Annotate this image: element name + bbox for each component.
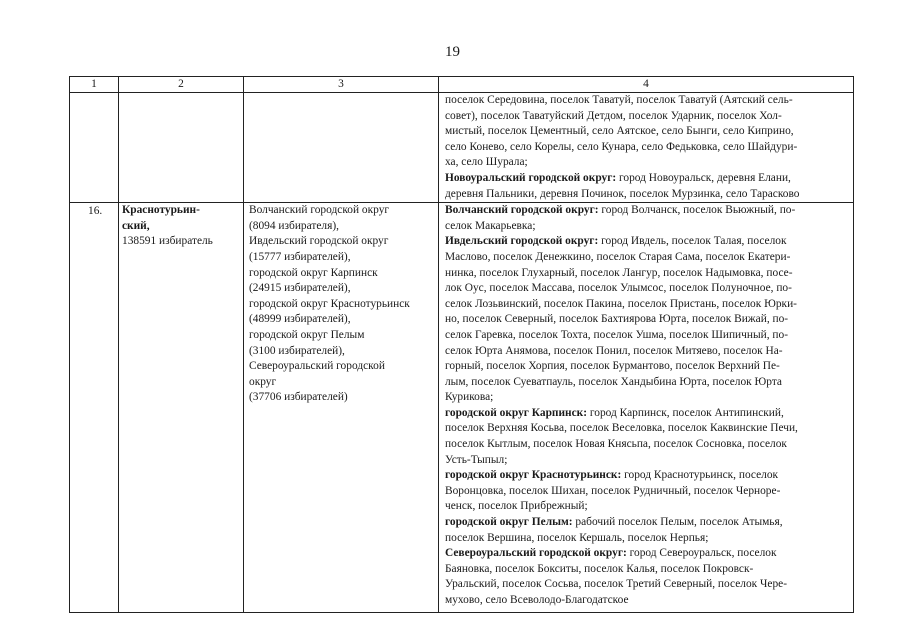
district-row-16 <box>70 203 854 612</box>
municipality-name: городской округ Карпинск: <box>445 406 588 419</box>
text-line: Уральский, поселок Сосьва, поселок Третий Северный, поселок Чере- <box>445 578 788 591</box>
municipality-line: (24915 избирателей), <box>249 282 351 295</box>
text-line: Баяновка, поселок Бокситы, поселок Калья, поселок Покровск- <box>445 562 754 575</box>
text-line: ченск, поселок Прибрежный; <box>445 500 588 513</box>
text-line: Усть-Тыпыл; <box>445 453 508 466</box>
text-line: мухово, село Всеволодо-Благодатское <box>445 594 629 606</box>
municipality-line: (15777 избирателей), <box>249 250 351 263</box>
settlement-text: город Североуральск, поселок <box>626 547 777 560</box>
municipality-line: городской округ Пелым <box>249 328 365 341</box>
settlement-text: город Карпинск, поселок Антипинский, <box>587 406 784 419</box>
districts-table <box>69 76 854 613</box>
header-row <box>70 77 854 93</box>
text-line: лым, поселок Суеватпауль, поселок Хандыбина Юрта, поселок Юрта <box>445 375 782 388</box>
novouralsk-line-2: деревня Пальники, деревня Починок, поселок Мурзинка, село Тарасково <box>445 187 800 200</box>
district-voter-count: 138591 избиратель <box>122 235 213 248</box>
municipality-line: (8094 избирателя), <box>249 219 339 232</box>
municipality-line: (48999 избирателей), <box>249 313 351 326</box>
continuation-settlements <box>439 93 854 203</box>
settlement-text: город Новоуральск, деревня Елани, <box>616 171 791 184</box>
text-line: совет), поселок Таватуйский Детдом, поселок Ударник, поселок Хол- <box>445 109 782 122</box>
settlement-text: город Ивдель, поселок Талая, поселок <box>598 235 787 248</box>
text-line: нинка, поселок Глухарный, поселок Лангур, поселок Надымовка, посе- <box>445 266 793 279</box>
text-line: Курикова; <box>445 391 494 404</box>
text-line: ха, село Шурала; <box>445 156 528 169</box>
header-col-3: 3 <box>244 77 439 93</box>
section-heading-line <box>445 203 850 219</box>
continuation-cell-2 <box>119 93 244 203</box>
municipality-line: (37706 избирателей) <box>249 391 348 404</box>
settlement-text: город Краснотурьинск, поселок <box>621 469 779 482</box>
continuation-cell-3 <box>244 93 439 203</box>
text-line: мистый, поселок Цементный, село Аятское, село Бынги, село Киприно, <box>445 125 794 138</box>
municipality-name: городской округ Пелым: <box>445 516 573 529</box>
municipality-line: городской округ Карпинск <box>249 266 378 279</box>
text-line: село Конево, село Корелы, село Кунара, село Федьковка, село Шайдури- <box>445 140 798 153</box>
municipality-name: Ивдельский городской округ: <box>445 235 599 248</box>
district-name-line-2: ский, <box>122 219 150 232</box>
text-line: поселок Верхняя Косьва, поселок Веселовка, поселок Каквинские Печи, <box>445 422 798 435</box>
continuation-cell-1 <box>70 93 119 203</box>
text-line: селок Макарьевка; <box>445 219 536 232</box>
municipality-line: Североуральский городской <box>249 360 385 373</box>
municipality-line: Волчанский городской округ <box>249 204 390 217</box>
district-number: 16. <box>70 203 119 612</box>
text-line: поселок Вершина, поселок Кершаль, поселок Нерпья; <box>445 531 709 544</box>
municipality-name: Новоуральский городской округ: <box>445 171 617 184</box>
municipality-name: Североуральский городской округ: <box>445 547 627 560</box>
text-line: селок Лозьвинский, поселок Пакина, поселок Пристань, поселок Юрки- <box>445 297 797 310</box>
text-line: поселок Кытлым, поселок Новая Княсьпа, поселок Сосновка, поселок <box>445 438 787 451</box>
continuation-row <box>70 93 854 203</box>
text-line: горный, поселок Хорпия, поселок Бурмантово, поселок Верхний Пе- <box>445 360 780 373</box>
text-line: Маслово, поселок Денежкино, поселок Старая Сама, поселок Екатери- <box>445 250 791 263</box>
municipality-line: городской округ Краснотурьинск <box>249 297 410 310</box>
header-col-1: 1 <box>70 77 119 93</box>
section-heading-line <box>445 515 850 531</box>
municipality-line: округ <box>249 375 277 388</box>
header-col-4: 4 <box>439 77 854 93</box>
text-line: поселок Середовина, поселок Таватуй, поселок Таватуй (Аятский сель- <box>445 94 793 106</box>
settlement-text: рабочий поселок Пелым, поселок Атымья, <box>572 516 783 529</box>
municipality-name: Волчанский городской округ: <box>445 204 599 217</box>
section-heading-line <box>445 468 850 484</box>
municipality-line: (3100 избирателей), <box>249 344 345 357</box>
text-line: но, поселок Северный, поселок Бахтиярова Юрта, поселок Вижай, по- <box>445 313 789 326</box>
settlement-text: город Волчанск, поселок Вьюжный, по- <box>598 204 796 217</box>
section-heading-line <box>445 406 850 422</box>
section-heading-line <box>445 546 850 562</box>
settlements-cell <box>439 203 854 612</box>
municipalities-cell <box>244 203 439 612</box>
text-line: Воронцовка, поселок Шихан, поселок Рудничный, поселок Чернорe- <box>445 484 781 497</box>
municipality-line: Ивдельский городской округ <box>249 235 389 248</box>
text-line: селок Гаревка, поселок Тохта, поселок Ушма, поселок Шипичный, по- <box>445 328 789 341</box>
district-name-line-1: Краснотурьин- <box>122 204 200 217</box>
municipality-name: городской округ Краснотурьинск: <box>445 469 622 482</box>
header-col-2: 2 <box>119 77 244 93</box>
page-number: 19 <box>445 44 460 60</box>
section-heading-line <box>445 234 850 250</box>
district-name-cell <box>119 203 244 612</box>
text-line: селок Юрта Анямова, поселок Понил, поселок Митяево, поселок На- <box>445 344 783 357</box>
text-line: лок Оус, поселок Массава, поселок Улымсос, поселок Полуночное, по- <box>445 282 792 295</box>
novouralsk-line-1 <box>445 171 850 187</box>
